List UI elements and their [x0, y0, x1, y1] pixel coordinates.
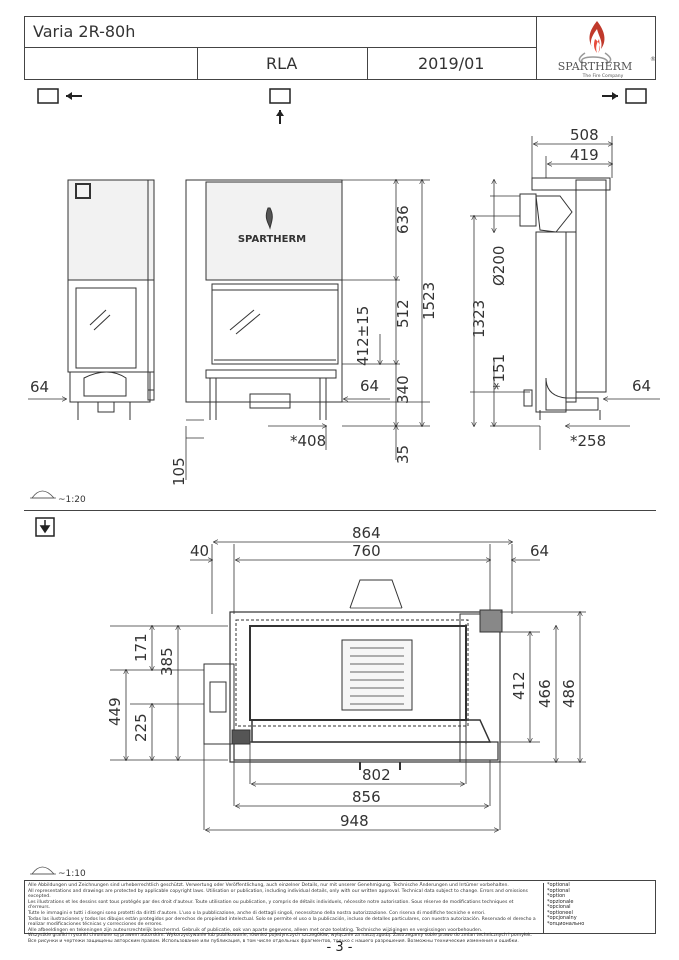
left-view-icon — [38, 89, 82, 103]
section-divider — [24, 510, 656, 511]
dim-340: 340 — [394, 375, 412, 404]
empty-cell — [25, 48, 198, 80]
dim-151: *151 — [490, 353, 508, 390]
scale-icon-lower — [30, 867, 56, 874]
dim-35: 35 — [394, 444, 412, 464]
dim-486: 486 — [560, 679, 578, 708]
right-view-icon — [602, 89, 646, 103]
dim-636: 636 — [394, 205, 412, 234]
dim-419: 419 — [570, 146, 599, 164]
flame-icon — [537, 17, 655, 79]
dim-40: 40 — [190, 542, 210, 560]
dim-64-front: 64 — [360, 377, 380, 395]
plan-drawing — [0, 514, 679, 878]
right-side-view — [520, 178, 610, 420]
dim-802: 802 — [362, 766, 391, 784]
section-view-icon — [36, 518, 54, 536]
dim-466: 466 — [536, 679, 554, 708]
dim-385: 385 — [158, 647, 176, 676]
left-side-view — [68, 180, 154, 420]
front-view-icon — [270, 89, 290, 124]
front-view — [186, 180, 342, 420]
stove-brand-label: SPARTHERM — [237, 234, 307, 245]
variant-code: RLA — [266, 54, 298, 73]
svg-text:®: ® — [650, 56, 656, 63]
dim-449: 449 — [106, 697, 124, 726]
brand-tagline: The Fire Company — [582, 74, 624, 79]
model-cell — [25, 17, 537, 48]
scale-icon-upper — [30, 491, 56, 498]
dim-412: 412±15 — [354, 305, 372, 366]
dim-105: 105 — [170, 457, 188, 486]
dim-948: 948 — [340, 812, 369, 830]
dim-64-right: 64 — [632, 377, 652, 395]
dim-1323: 1323 — [470, 299, 488, 338]
dim-864: 864 — [352, 524, 381, 542]
firebox-plan — [204, 580, 502, 770]
dim-171: 171 — [132, 633, 150, 662]
brand-logo — [537, 17, 655, 79]
model-name: Varia 2R-80h — [33, 22, 136, 41]
scale-upper: ~1:20 — [58, 495, 86, 505]
dim-1523: 1523 — [420, 281, 438, 320]
dim-512: 512 — [394, 299, 412, 328]
svg-text:64: 64 — [30, 378, 50, 396]
date-cell — [368, 48, 537, 80]
dim-412-plan: 412 — [510, 671, 528, 700]
legal-footer — [24, 880, 656, 944]
title-block — [24, 16, 656, 80]
optional-legend: *optional *optional *option *opzionale *opcional *optioneel *opcjonalny *опционально — [543, 883, 655, 933]
dim-258: *258 — [570, 432, 607, 450]
revision-date: 2019/01 — [418, 54, 485, 73]
dim-856: 856 — [352, 788, 381, 806]
right-dims — [470, 136, 660, 450]
dim-64-plan: 64 — [530, 542, 550, 560]
dim-64-left — [28, 378, 66, 399]
dim-225: 225 — [132, 713, 150, 742]
dim-508: 508 — [570, 126, 599, 144]
dim-200: Ø200 — [490, 245, 508, 286]
dim-408: *408 — [290, 432, 327, 450]
elevation-drawing — [0, 120, 679, 505]
brand-name: SPARTHERM — [557, 60, 633, 73]
variant-cell — [198, 48, 368, 80]
page-number: - 3 - — [326, 940, 353, 955]
dim-760: 760 — [352, 542, 381, 560]
scale-lower: ~1:10 — [58, 869, 86, 879]
copyright-notice: Alle Abbildungen und Zeichnungen sind urheberrechtlich geschützt. Verwertung oder Veröffentlichung, auch einzelner Details, nur mit unserer Genehmigung. Technische Änderungen und Irrtümer vorbehalten. All representations and drawings are protected by applicable copyright laws. Utilisation or publication, including individual details, only with our written approval. Technical data subject to change. Errors and omissions excepted. Les illustrations et les dessins sont tous protégés par des droit d'auteur. Toute utilisation ou publication, y compris de détails individuels, nécessite notre autorisation. Sous réserve de modifications techniques et d'erreurs. Tutte le immagini e tutti i disegni sono protetti da diritti d'autore. L'uso o la pubblicazione, anche di dettagli singoli, necessitano della nostra autorizzazione. Con riserva di modifiche tecniche e errori. Todas las ilustraciones y todos los dibujos están protegidos por derechos de propiedad intelectual. Solo se permite el uso o la publicación, incluso de detalles particulares, con nuestra autorización. Reservado el derecho a realizar modificaciones técnicas y correcciones de errores. Alle afbeeldingen en tekeningen zijn auteursrechtelijk beschermd. Gebruik of publicatie, ook van aparte gegevens, alleen met onze toelating. Technische wijzigingen en vergissingen voorbehouden. Wszystkie grafiki i rysunki chronione są prawem autorskim. Wykorzystywanie lub publikowanie, również pojedynczych szczegółów, wyłącznie za naszą zgodą. Zastrzegamy sobie prawo do zmian technicznych i pomyłek. Все рисунки и чертежи защищены авторским правом. Использование или публикация, в том числе отдельных фрагментов, только с нашего разрешения. Возможны технические изменения и ошибки. — [28, 883, 536, 944]
